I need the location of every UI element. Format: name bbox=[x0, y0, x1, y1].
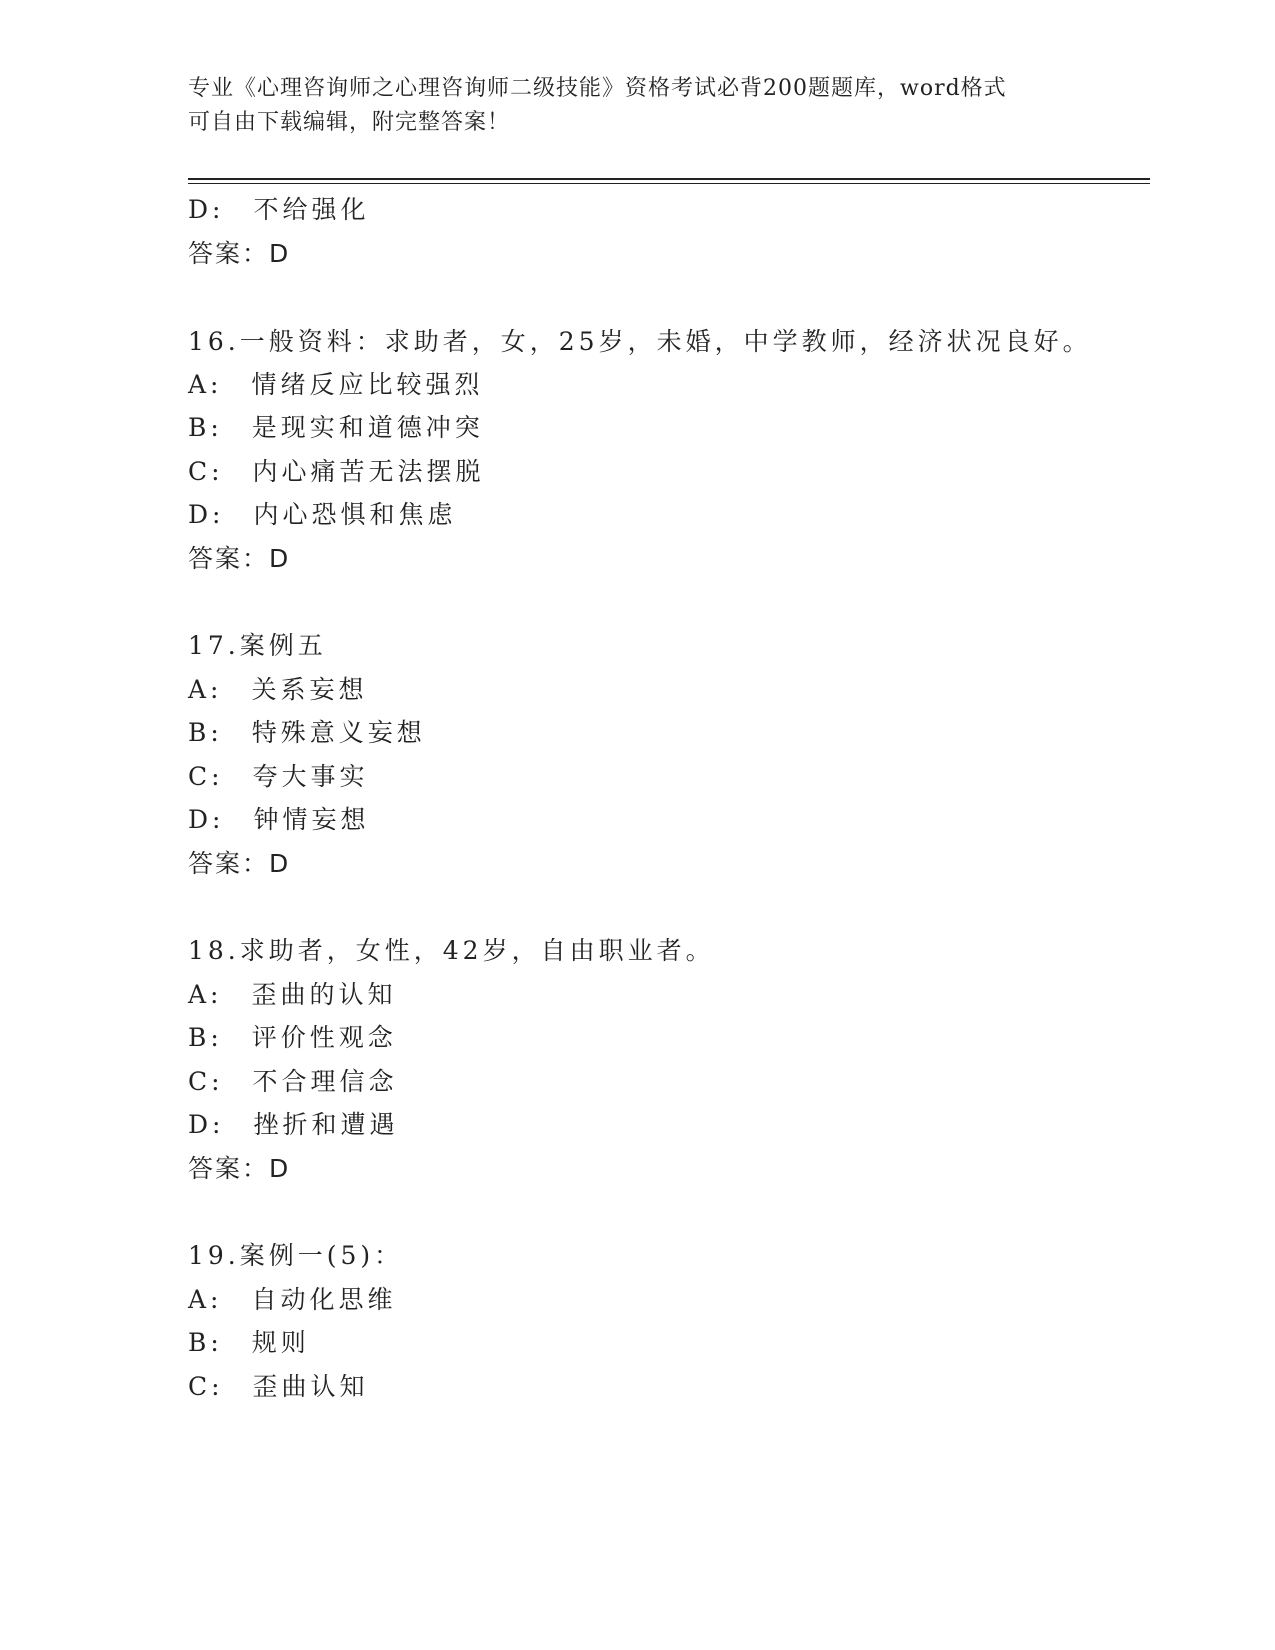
option-d: D: 不给强化 bbox=[188, 195, 370, 224]
question-stem: 18.求助者，女性，42岁，自由职业者。 bbox=[188, 936, 715, 965]
option-a: A: 情绪反应比较强烈 bbox=[188, 370, 484, 399]
question-stem: 16.一般资料：求助者，女，25岁，未婚，中学教师，经济状况良好。 bbox=[188, 327, 1092, 356]
answer: 答案：D bbox=[188, 239, 291, 268]
document-header bbox=[188, 72, 1088, 140]
option-b: B: 规则 bbox=[188, 1328, 310, 1357]
option-c: C: 夸大事实 bbox=[188, 762, 369, 791]
header-divider-thick bbox=[188, 178, 1150, 180]
option-c: C: 歪曲认知 bbox=[188, 1372, 369, 1401]
option-c: C: 不合理信念 bbox=[188, 1067, 398, 1096]
question-stem: 19.案例一(5)： bbox=[188, 1241, 404, 1270]
question-stem: 17.案例五 bbox=[188, 631, 327, 660]
answer: 答案：D bbox=[188, 544, 291, 573]
option-d: D: 钟情妄想 bbox=[188, 805, 370, 834]
answer: 答案：D bbox=[188, 849, 291, 878]
answer: 答案：D bbox=[188, 1154, 291, 1183]
option-b: B: 是现实和道德冲突 bbox=[188, 413, 484, 442]
option-a: A: 歪曲的认知 bbox=[188, 980, 397, 1009]
header-divider-thin bbox=[188, 183, 1150, 184]
header-line-1: 专业《心理咨询师之心理咨询师二级技能》资格考试必背200题题库，word格式 bbox=[188, 76, 1007, 101]
option-d: D: 挫折和遭遇 bbox=[188, 1110, 399, 1139]
option-d: D: 内心恐惧和焦虑 bbox=[188, 500, 457, 529]
option-b: B: 特殊意义妄想 bbox=[188, 718, 426, 747]
option-a: A: 关系妄想 bbox=[188, 675, 368, 704]
header-line-2: 可自由下载编辑，附完整答案！ bbox=[188, 110, 511, 135]
option-c: C: 内心痛苦无法摆脱 bbox=[188, 457, 485, 486]
option-b: B: 评价性观念 bbox=[188, 1023, 397, 1052]
option-a: A: 自动化思维 bbox=[188, 1285, 397, 1314]
